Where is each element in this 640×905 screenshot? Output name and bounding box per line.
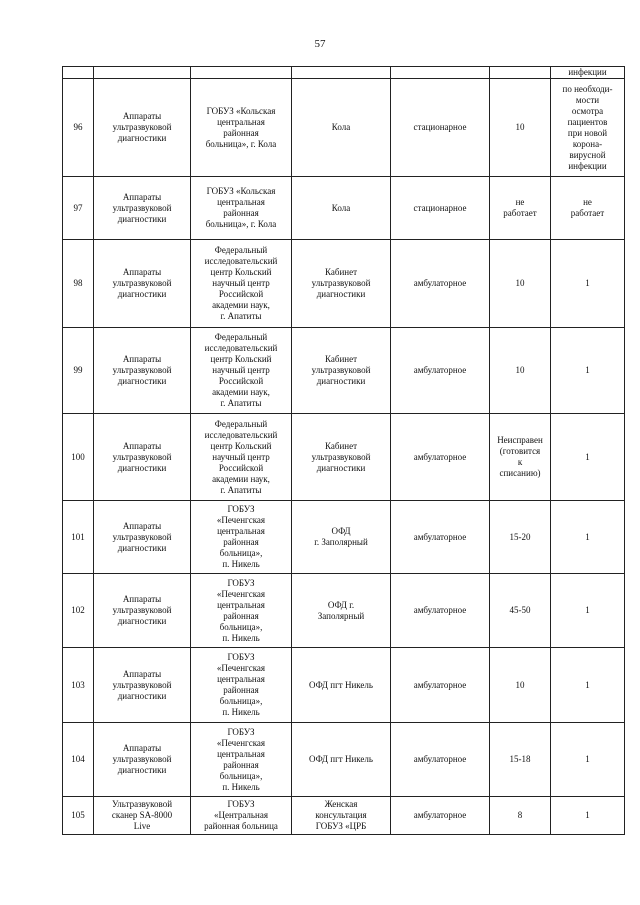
organization: ГОБУЗ «Кольская центральная районная больница», г. Кола: [191, 79, 292, 177]
organization: ГОБУЗ «Печенгская центральная районная больница», п. Никель: [191, 501, 292, 574]
organization: ГОБУЗ «Печенгская центральная районная больница», п. Никель: [191, 648, 292, 723]
equipment-name: Аппараты ультразвуковой диагностики: [94, 240, 191, 328]
value: 10: [490, 79, 551, 177]
organization: Федеральный исследовательский центр Кольский научный центр Российской академии наук, г. Апатиты: [191, 328, 292, 414]
row-number: 100: [63, 414, 94, 501]
note: 1: [551, 648, 625, 723]
value: 15-18: [490, 723, 551, 797]
table-cell: [391, 67, 490, 79]
usage-type: стационарное: [391, 79, 490, 177]
table-continuation-row: [63, 67, 625, 79]
table-row: [63, 797, 625, 835]
location: Кола: [292, 79, 391, 177]
table-cell: [292, 67, 391, 79]
note: 1: [551, 414, 625, 501]
row-number: 101: [63, 501, 94, 574]
note: по необходи- мости осмотра пациентов при новой корона- вирусной инфекции: [551, 79, 625, 177]
usage-type: амбулаторное: [391, 240, 490, 328]
note: не работает: [551, 177, 625, 240]
row-number: 104: [63, 723, 94, 797]
table-row: [63, 574, 625, 648]
table-cell: [191, 67, 292, 79]
note: 1: [551, 240, 625, 328]
equipment-name: Аппараты ультразвуковой диагностики: [94, 414, 191, 501]
table-cell: [63, 67, 94, 79]
organization: ГОБУЗ «Печенгская центральная районная больница», п. Никель: [191, 723, 292, 797]
row-number: 103: [63, 648, 94, 723]
note: 1: [551, 501, 625, 574]
location: ОФД г. Заполярный: [292, 574, 391, 648]
value: не работает: [490, 177, 551, 240]
equipment-name: Аппараты ультразвуковой диагностики: [94, 648, 191, 723]
location: Кола: [292, 177, 391, 240]
table-row: [63, 648, 625, 723]
usage-type: амбулаторное: [391, 501, 490, 574]
table-cell: инфекции: [551, 67, 625, 79]
page-number: 57: [314, 38, 326, 50]
note: 1: [551, 797, 625, 835]
location: ОФД пгт Никель: [292, 648, 391, 723]
row-number: 97: [63, 177, 94, 240]
organization: Федеральный исследовательский центр Кольский научный центр Российской академии наук, г. Апатиты: [191, 240, 292, 328]
usage-type: амбулаторное: [391, 574, 490, 648]
row-number: 105: [63, 797, 94, 835]
table-row: [63, 240, 625, 328]
organization: Федеральный исследовательский центр Кольский научный центр Российской академии наук, г. Апатиты: [191, 414, 292, 501]
usage-type: стационарное: [391, 177, 490, 240]
usage-type: амбулаторное: [391, 797, 490, 835]
row-number: 96: [63, 79, 94, 177]
equipment-name: Аппараты ультразвуковой диагностики: [94, 574, 191, 648]
usage-type: амбулаторное: [391, 648, 490, 723]
table-row: [63, 328, 625, 414]
value: 10: [490, 648, 551, 723]
table-row: [63, 177, 625, 240]
organization: ГОБУЗ «Центральная районная больница: [191, 797, 292, 835]
usage-type: амбулаторное: [391, 723, 490, 797]
equipment-name: Аппараты ультразвуковой диагностики: [94, 723, 191, 797]
value: 8: [490, 797, 551, 835]
value: 45-50: [490, 574, 551, 648]
value: 15-20: [490, 501, 551, 574]
equipment-name: Аппараты ультразвуковой диагностики: [94, 177, 191, 240]
location: Женская консультация ГОБУЗ «ЦРБ: [292, 797, 391, 835]
equipment-name: Аппараты ультразвуковой диагностики: [94, 328, 191, 414]
table-row: [63, 501, 625, 574]
value: 10: [490, 240, 551, 328]
equipment-name: Аппараты ультразвуковой диагностики: [94, 501, 191, 574]
location: Кабинет ультразвуковой диагностики: [292, 328, 391, 414]
location: ОФД г. Заполярный: [292, 501, 391, 574]
location: ОФД пгт Никель: [292, 723, 391, 797]
equipment-table: [62, 66, 625, 835]
table-cell: [94, 67, 191, 79]
usage-type: амбулаторное: [391, 414, 490, 501]
note: 1: [551, 574, 625, 648]
table-row: [63, 723, 625, 797]
equipment-name: Аппараты ультразвуковой диагностики: [94, 79, 191, 177]
table-cell: [490, 67, 551, 79]
row-number: 98: [63, 240, 94, 328]
table-row: [63, 79, 625, 177]
row-number: 99: [63, 328, 94, 414]
row-number: 102: [63, 574, 94, 648]
usage-type: амбулаторное: [391, 328, 490, 414]
equipment-name: Ультразвуковой сканер SA-8000 Live: [94, 797, 191, 835]
note: 1: [551, 723, 625, 797]
organization: ГОБУЗ «Печенгская центральная районная больница», п. Никель: [191, 574, 292, 648]
table-row: [63, 414, 625, 501]
note: 1: [551, 328, 625, 414]
value: 10: [490, 328, 551, 414]
location: Кабинет ультразвуковой диагностики: [292, 414, 391, 501]
organization: ГОБУЗ «Кольская центральная районная больница», г. Кола: [191, 177, 292, 240]
value: Неисправен (готовится к списанию): [490, 414, 551, 501]
location: Кабинет ультразвуковой диагностики: [292, 240, 391, 328]
